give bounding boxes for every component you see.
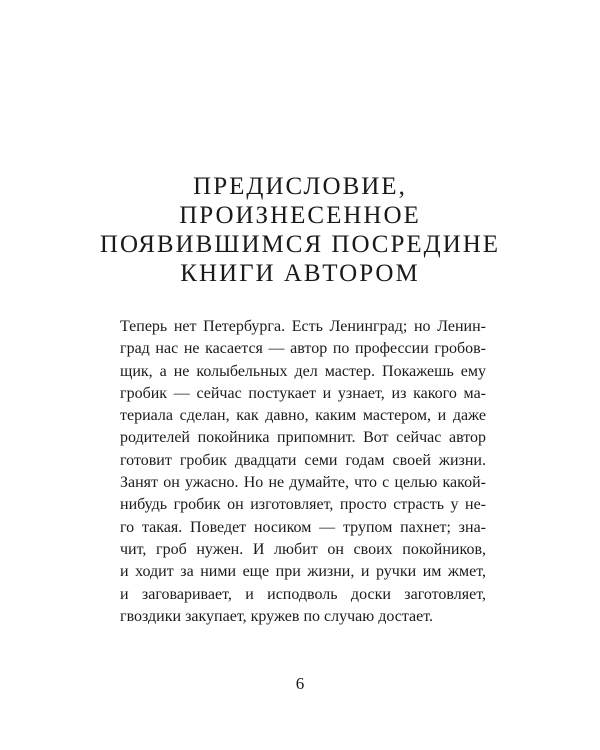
text-line: и заговаривает, и исподволь доски заготовляет, <box>120 585 486 603</box>
text-line: териала сделан, как давно, каким мастером, и даже <box>120 407 486 425</box>
page-number: 6 <box>295 674 305 693</box>
chapter-title-line: ПРОИЗНЕСЕННОЕ <box>179 202 421 229</box>
text-line: гробик — сейчас постукает и узнает, из какого ма- <box>120 384 486 402</box>
text-line: го такая. Поведет носиком — трупом пахнет; зна- <box>120 518 486 536</box>
text-line: готовит гробик двадцати семи годам своей жизни. <box>120 451 486 469</box>
body-paragraph <box>120 316 486 628</box>
text-line: родителей покойника припомнит. Вот сейчас автор <box>120 429 486 447</box>
text-line: щик, а не колыбельных дел мастер. Покажешь ему <box>120 362 486 380</box>
text-line: и ходит за ними еще при жизни, и ручки им жмет, <box>120 563 486 581</box>
text-line: Теперь нет Петербурга. Есть Ленинград; но Ленин- <box>120 318 486 335</box>
text-line: гвоздики закупает, кружев по случаю достает. <box>120 607 434 625</box>
chapter-title-line: КНИГИ АВТОРОМ <box>180 260 420 287</box>
text-line: Занят он ужасно. Но не думайте, что с целью какой- <box>120 474 486 492</box>
chapter-title-line: ПРЕДИСЛОВИЕ, <box>193 173 407 200</box>
chapter-title-line: ПОЯВИВШИМСЯ ПОСРЕДИНЕ <box>99 231 501 258</box>
text-line: чит, гроб нужен. И любит он своих покойников, <box>120 540 486 558</box>
text-line: град нас не касается — автор по профессии гробов- <box>120 340 486 358</box>
chapter-title <box>60 172 540 288</box>
text-line: нибудь гробик он изготовляет, просто страсть у не- <box>120 496 486 514</box>
